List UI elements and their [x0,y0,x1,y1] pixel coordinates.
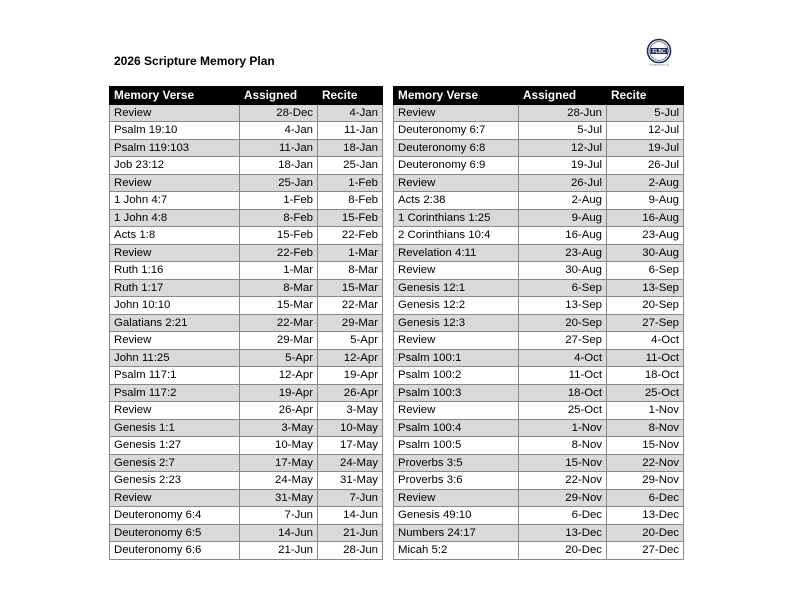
memory-verse-cell: Review [110,489,240,507]
recite-date-cell: 20-Sep [607,297,684,315]
memory-verse-cell: Psalm 100:4 [394,419,519,437]
table-row [110,122,383,140]
recite-date-cell: 8-Feb [318,192,383,210]
recite-date-cell: 17-May [318,437,383,455]
memory-verse-cell: Psalm 117:1 [110,367,240,385]
table-row [394,367,684,385]
assigned-date-cell: 15-Mar [240,297,318,315]
recite-date-cell: 22-Feb [318,227,383,245]
table-row [394,122,684,140]
table-row [110,244,383,262]
memory-verse-cell: Deuteronomy 6:5 [110,524,240,542]
recite-date-cell: 1-Nov [607,402,684,420]
assigned-date-cell: 18-Oct [519,384,607,402]
memory-verse-cell: Psalm 100:1 [394,349,519,367]
assigned-date-cell: 25-Jan [240,174,318,192]
table-row [394,139,684,157]
recite-date-cell: 2-Aug [607,174,684,192]
table-row [110,437,383,455]
assigned-date-cell: 1-Feb [240,192,318,210]
assigned-date-cell: 22-Feb [240,244,318,262]
table-row [394,227,684,245]
recite-date-cell: 13-Sep [607,279,684,297]
assigned-date-cell: 22-Nov [519,472,607,490]
table-row [394,384,684,402]
assigned-date-cell: 11-Jan [240,139,318,157]
recite-date-cell: 4-Oct [607,332,684,350]
memory-plan-table-jan-jun [109,86,383,560]
assigned-date-cell: 26-Jul [519,174,607,192]
recite-date-cell: 5-Jul [607,104,684,122]
assigned-date-cell: 1-Nov [519,419,607,437]
recite-date-cell: 15-Mar [318,279,383,297]
memory-verse-cell: Deuteronomy 6:8 [394,139,519,157]
header-memory-verse: Memory Verse [394,87,519,105]
memory-verse-cell: Acts 1:8 [110,227,240,245]
recite-date-cell: 6-Dec [607,489,684,507]
memory-verse-cell: Review [394,104,519,122]
recite-date-cell: 4-Jan [318,104,383,122]
table-row [394,279,684,297]
recite-date-cell: 27-Dec [607,542,684,560]
table-row [110,157,383,175]
table-row [394,262,684,280]
recite-date-cell: 15-Nov [607,437,684,455]
memory-verse-cell: Psalm 117:2 [110,384,240,402]
assigned-date-cell: 25-Oct [519,402,607,420]
table-row [394,209,684,227]
recite-date-cell: 21-Jun [318,524,383,542]
assigned-date-cell: 20-Sep [519,314,607,332]
memory-verse-cell: Genesis 49:10 [394,507,519,525]
recite-date-cell: 24-May [318,454,383,472]
memory-verse-cell: Numbers 24:17 [394,524,519,542]
table-row [110,384,383,402]
memory-verse-cell: 2 Corinthians 10:4 [394,227,519,245]
memory-verse-cell: Genesis 1:1 [110,419,240,437]
assigned-date-cell: 8-Nov [519,437,607,455]
recite-date-cell: 10-May [318,419,383,437]
memory-verse-cell: Proverbs 3:6 [394,472,519,490]
assigned-date-cell: 24-May [240,472,318,490]
table-header-row [110,87,383,105]
table-row [394,542,684,560]
logo-caption: www.flbcministries.org [649,64,669,66]
recite-date-cell: 23-Aug [607,227,684,245]
recite-date-cell: 6-Sep [607,262,684,280]
recite-date-cell: 29-Mar [318,314,383,332]
memory-verse-cell: 1 Corinthians 1:25 [394,209,519,227]
assigned-date-cell: 9-Aug [519,209,607,227]
table-header-row [394,87,684,105]
recite-date-cell: 1-Mar [318,244,383,262]
memory-verse-cell: Genesis 2:7 [110,454,240,472]
assigned-date-cell: 28-Dec [240,104,318,122]
recite-date-cell: 26-Apr [318,384,383,402]
assigned-date-cell: 26-Apr [240,402,318,420]
recite-date-cell: 31-May [318,472,383,490]
memory-verse-cell: Psalm 19:10 [110,122,240,140]
memory-verse-cell: Genesis 2:23 [110,472,240,490]
memory-verse-cell: Deuteronomy 6:9 [394,157,519,175]
memory-verse-cell: Review [110,104,240,122]
recite-date-cell: 8-Nov [607,419,684,437]
table-row [110,262,383,280]
recite-date-cell: 3-May [318,402,383,420]
assigned-date-cell: 2-Aug [519,192,607,210]
assigned-date-cell: 19-Apr [240,384,318,402]
table-row [110,402,383,420]
recite-date-cell: 15-Feb [318,209,383,227]
recite-date-cell: 28-Jun [318,542,383,560]
assigned-date-cell: 12-Apr [240,367,318,385]
memory-verse-cell: Review [394,174,519,192]
table-row [394,349,684,367]
assigned-date-cell: 8-Mar [240,279,318,297]
assigned-date-cell: 1-Mar [240,262,318,280]
table-row [394,332,684,350]
table-row [110,507,383,525]
recite-date-cell: 20-Dec [607,524,684,542]
recite-date-cell: 11-Oct [607,349,684,367]
memory-verse-cell: Review [110,332,240,350]
header-assigned: Assigned [519,87,607,105]
table-row [110,542,383,560]
table-row [394,419,684,437]
assigned-date-cell: 13-Sep [519,297,607,315]
assigned-date-cell: 4-Jan [240,122,318,140]
recite-date-cell: 19-Apr [318,367,383,385]
memory-verse-cell: Review [110,174,240,192]
page-title: 2026 Scripture Memory Plan [114,54,275,68]
memory-verse-cell: Review [394,262,519,280]
assigned-date-cell: 8-Feb [240,209,318,227]
memory-verse-cell: Genesis 12:2 [394,297,519,315]
assigned-date-cell: 29-Nov [519,489,607,507]
assigned-date-cell: 16-Aug [519,227,607,245]
recite-date-cell: 9-Aug [607,192,684,210]
table-row [110,297,383,315]
table-row [110,139,383,157]
recite-date-cell: 5-Apr [318,332,383,350]
memory-verse-cell: Psalm 100:5 [394,437,519,455]
memory-verse-cell: 1 John 4:7 [110,192,240,210]
table-row [110,524,383,542]
recite-date-cell: 22-Mar [318,297,383,315]
assigned-date-cell: 31-May [240,489,318,507]
table-row [110,454,383,472]
table-row [394,454,684,472]
memory-verse-cell: John 11:25 [110,349,240,367]
table-row [394,314,684,332]
assigned-date-cell: 6-Sep [519,279,607,297]
assigned-date-cell: 19-Jul [519,157,607,175]
memory-verse-cell: Deuteronomy 6:4 [110,507,240,525]
assigned-date-cell: 13-Dec [519,524,607,542]
recite-date-cell: 13-Dec [607,507,684,525]
assigned-date-cell: 10-May [240,437,318,455]
memory-verse-cell: Proverbs 3:5 [394,454,519,472]
recite-date-cell: 30-Aug [607,244,684,262]
header-recite: Recite [607,87,684,105]
table-row [394,437,684,455]
table-row [110,419,383,437]
assigned-date-cell: 14-Jun [240,524,318,542]
recite-date-cell: 18-Jan [318,139,383,157]
table-row [394,297,684,315]
table-row [110,349,383,367]
recite-date-cell: 27-Sep [607,314,684,332]
recite-date-cell: 29-Nov [607,472,684,490]
assigned-date-cell: 15-Nov [519,454,607,472]
memory-verse-cell: Genesis 12:1 [394,279,519,297]
recite-date-cell: 7-Jun [318,489,383,507]
memory-verse-cell: Review [394,332,519,350]
assigned-date-cell: 22-Mar [240,314,318,332]
recite-date-cell: 26-Jul [607,157,684,175]
memory-verse-cell: Psalm 119:103 [110,139,240,157]
header-assigned: Assigned [240,87,318,105]
assigned-date-cell: 20-Dec [519,542,607,560]
header-recite: Recite [318,87,383,105]
memory-verse-cell: Genesis 12:3 [394,314,519,332]
memory-verse-cell: Review [110,402,240,420]
assigned-date-cell: 15-Feb [240,227,318,245]
assigned-date-cell: 21-Jun [240,542,318,560]
table-row [394,174,684,192]
recite-date-cell: 16-Aug [607,209,684,227]
table-row [394,157,684,175]
recite-date-cell: 8-Mar [318,262,383,280]
table-row [394,507,684,525]
table-row [394,489,684,507]
table-row [110,104,383,122]
assigned-date-cell: 5-Jul [519,122,607,140]
church-logo-icon [645,38,673,66]
recite-date-cell: 25-Jan [318,157,383,175]
assigned-date-cell: 29-Mar [240,332,318,350]
memory-verse-cell: John 10:10 [110,297,240,315]
assigned-date-cell: 17-May [240,454,318,472]
memory-verse-cell: Review [394,402,519,420]
assigned-date-cell: 27-Sep [519,332,607,350]
table-row [394,244,684,262]
recite-date-cell: 11-Jan [318,122,383,140]
memory-verse-cell: Galatians 2:21 [110,314,240,332]
assigned-date-cell: 5-Apr [240,349,318,367]
recite-date-cell: 18-Oct [607,367,684,385]
recite-date-cell: 1-Feb [318,174,383,192]
memory-verse-cell: Ruth 1:17 [110,279,240,297]
assigned-date-cell: 3-May [240,419,318,437]
table-row [394,192,684,210]
memory-verse-cell: Review [394,489,519,507]
table-row [110,227,383,245]
memory-verse-cell: Micah 5:2 [394,542,519,560]
memory-verse-cell: Ruth 1:16 [110,262,240,280]
recite-date-cell: 12-Apr [318,349,383,367]
memory-verse-cell: Job 23:12 [110,157,240,175]
table-row [394,524,684,542]
table-row [110,489,383,507]
assigned-date-cell: 30-Aug [519,262,607,280]
memory-verse-cell: Psalm 100:2 [394,367,519,385]
memory-verse-cell: Deuteronomy 6:7 [394,122,519,140]
assigned-date-cell: 6-Dec [519,507,607,525]
recite-date-cell: 19-Jul [607,139,684,157]
header-memory-verse: Memory Verse [110,87,240,105]
table-row [110,314,383,332]
table-row [110,174,383,192]
recite-date-cell: 14-Jun [318,507,383,525]
table-row [394,104,684,122]
recite-date-cell: 22-Nov [607,454,684,472]
table-row [394,402,684,420]
assigned-date-cell: 7-Jun [240,507,318,525]
table-row [110,332,383,350]
assigned-date-cell: 23-Aug [519,244,607,262]
memory-verse-cell: Deuteronomy 6:6 [110,542,240,560]
memory-verse-cell: Revelation 4:11 [394,244,519,262]
memory-plan-table-jul-dec [393,86,684,560]
table-row [110,367,383,385]
assigned-date-cell: 18-Jan [240,157,318,175]
table-row [110,209,383,227]
memory-verse-cell: Acts 2:38 [394,192,519,210]
memory-verse-cell: Psalm 100:3 [394,384,519,402]
recite-date-cell: 25-Oct [607,384,684,402]
table-row [110,279,383,297]
recite-date-cell: 12-Jul [607,122,684,140]
memory-verse-cell: 1 John 4:8 [110,209,240,227]
assigned-date-cell: 28-Jun [519,104,607,122]
memory-verse-cell: Genesis 1:27 [110,437,240,455]
memory-verse-cell: Review [110,244,240,262]
table-row [394,472,684,490]
logo-text: FLBC [652,48,666,55]
assigned-date-cell: 11-Oct [519,367,607,385]
assigned-date-cell: 4-Oct [519,349,607,367]
assigned-date-cell: 12-Jul [519,139,607,157]
table-row [110,192,383,210]
table-row [110,472,383,490]
